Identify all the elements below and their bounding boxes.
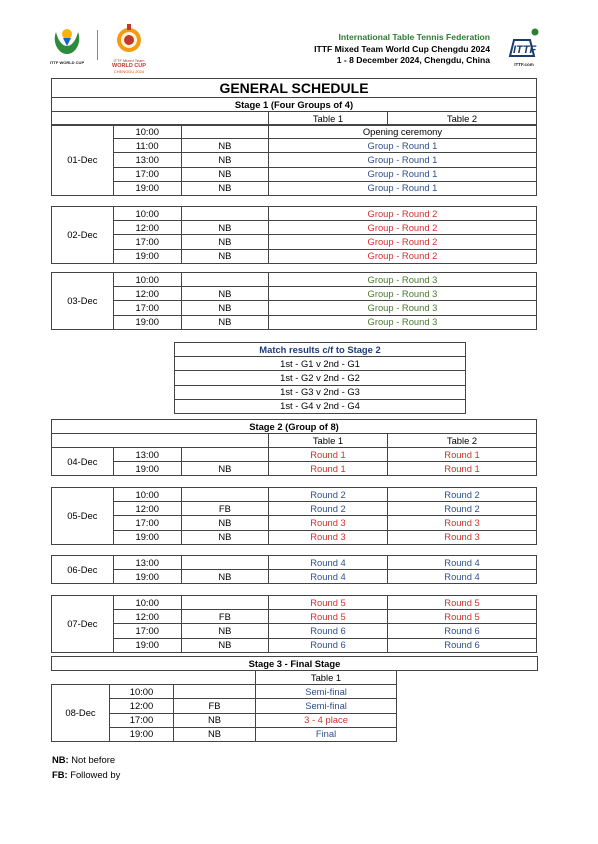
nb-cell: NB — [181, 167, 268, 181]
date-cell: 02-Dec — [52, 207, 114, 264]
date-cell: 07-Dec — [52, 596, 114, 653]
legend-fb — [52, 769, 120, 780]
table-row — [52, 221, 537, 235]
date-cell: 05-Dec — [52, 488, 114, 545]
nb-cell — [181, 556, 268, 570]
table1-event-cell: Round 4 — [268, 570, 387, 584]
table1-event-cell: Round 5 — [268, 596, 387, 610]
nb-cell: NB — [174, 727, 256, 741]
organizer-name: International Table Tennis Federation — [338, 32, 490, 42]
table1-event-cell: Round 1 — [268, 448, 387, 462]
event-cell: Group - Round 2 — [268, 235, 536, 249]
table1-event-cell: Round 2 — [268, 488, 387, 502]
nb-cell: NB — [181, 624, 268, 638]
table-row — [52, 530, 537, 544]
time-cell: 17:00 — [113, 516, 181, 530]
table-row — [52, 502, 537, 516]
time-cell: 13:00 — [113, 556, 181, 570]
stage2-title: Stage 2 (Group of 8) — [52, 420, 537, 434]
date-cell: 04-Dec — [52, 448, 114, 476]
time-cell: 19:00 — [113, 462, 181, 476]
event-cell: Group - Round 1 — [268, 139, 536, 153]
ittf-paddle-icon — [504, 26, 544, 62]
match-result-row: 1st - G3 v 2nd - G3 — [175, 385, 466, 399]
table2-event-cell: Round 2 — [388, 488, 537, 502]
legend-fb-text: Followed by — [67, 769, 121, 780]
stage2-table1-header: Table 1 — [268, 434, 387, 448]
stage3-header-table — [51, 656, 538, 671]
chengdu-event-logo — [108, 24, 150, 74]
table1-event-cell: Round 5 — [268, 610, 387, 624]
stage1-table1-header: Table 1 — [268, 112, 387, 126]
legend-nb — [52, 754, 115, 765]
time-cell: 17:00 — [113, 235, 181, 249]
table-row — [52, 315, 537, 329]
date-cell: 01-Dec — [52, 125, 114, 196]
time-cell: 17:00 — [113, 167, 181, 181]
table1-event-cell: Round 4 — [268, 556, 387, 570]
time-cell: 10:00 — [113, 596, 181, 610]
time-cell: 10:00 — [110, 685, 174, 699]
nb-cell — [181, 273, 268, 287]
world-cup-emblem-icon — [50, 24, 84, 58]
event-cell: Opening ceremony — [268, 125, 536, 139]
logo2-line3: CHENGDU 2024 — [113, 69, 145, 74]
nb-cell — [181, 448, 268, 462]
nb-cell: NB — [181, 301, 268, 315]
event-cell: Group - Round 1 — [268, 181, 536, 195]
nb-cell: NB — [181, 638, 268, 652]
stage3-schedule-table — [51, 670, 397, 742]
table2-event-cell: Round 4 — [388, 570, 537, 584]
table1-event-cell: Round 6 — [268, 638, 387, 652]
time-cell: 19:00 — [113, 638, 181, 652]
table2-event-cell: Round 4 — [388, 556, 537, 570]
table1-event-cell: Round 1 — [268, 462, 387, 476]
table1-event-cell: Round 2 — [268, 502, 387, 516]
organizer-info — [314, 32, 490, 67]
stage1-table2-header: Table 2 — [388, 112, 537, 126]
time-cell: 19:00 — [113, 530, 181, 544]
match-result-row: 1st - G1 v 2nd - G1 — [175, 357, 466, 371]
event-name: ITTF Mixed Team World Cup Chengdu 2024 — [314, 43, 490, 54]
table-row — [52, 596, 537, 610]
table-row — [52, 273, 537, 287]
table2-event-cell: Round 3 — [388, 530, 537, 544]
stage2-day-table — [51, 555, 537, 584]
table2-event-cell: Round 2 — [388, 502, 537, 516]
table-row — [52, 448, 537, 462]
match-result-row: 1st - G2 v 2nd - G2 — [175, 371, 466, 385]
time-cell: 12:00 — [113, 287, 181, 301]
time-cell: 12:00 — [113, 610, 181, 624]
event-cell: Group - Round 3 — [268, 315, 536, 329]
logo1-caption: ITTF WORLD CUP — [49, 60, 85, 65]
nb-cell: NB — [181, 221, 268, 235]
time-cell: 10:00 — [113, 207, 181, 221]
svg-text:ITTF: ITTF — [513, 44, 537, 56]
table2-event-cell: Round 6 — [388, 638, 537, 652]
stage2-table2-header: Table 2 — [388, 434, 537, 448]
stage2-header-spacer — [52, 434, 269, 448]
table2-event-cell: Round 6 — [388, 624, 537, 638]
event-cell: Group - Round 2 — [268, 249, 536, 263]
nb-cell: NB — [181, 570, 268, 584]
table-row — [52, 207, 537, 221]
stage1-day-table — [51, 272, 537, 330]
event-cell: Group - Round 3 — [268, 273, 536, 287]
table1-event-cell: Round 3 — [268, 516, 387, 530]
legend-fb-key: FB: — [52, 769, 68, 780]
event-cell: Group - Round 2 — [268, 221, 536, 235]
date-cell: 06-Dec — [52, 556, 114, 584]
nb-cell: NB — [181, 153, 268, 167]
legend-nb-key: NB: — [52, 754, 69, 765]
table-row — [52, 287, 537, 301]
ittf-world-cup-logo — [50, 24, 84, 64]
general-schedule-title: GENERAL SCHEDULE — [52, 79, 537, 98]
nb-cell: NB — [181, 462, 268, 476]
table-row — [52, 139, 537, 153]
event-cell: Group - Round 3 — [268, 287, 536, 301]
nb-cell: FB — [181, 502, 268, 516]
stage3-table1-header: Table 1 — [256, 671, 397, 685]
logo-divider — [97, 30, 98, 60]
event-cell: Final — [256, 727, 397, 741]
table-row — [52, 249, 537, 263]
event-cell: Group - Round 1 — [268, 167, 536, 181]
nb-cell: NB — [181, 235, 268, 249]
nb-cell: NB — [181, 315, 268, 329]
time-cell: 17:00 — [110, 713, 174, 727]
nb-cell — [181, 207, 268, 221]
stage3-date-cell: 08-Dec — [52, 685, 110, 742]
time-cell: 10:00 — [113, 273, 181, 287]
table-row — [52, 235, 537, 249]
table-row — [52, 638, 537, 652]
nb-cell: NB — [174, 713, 256, 727]
event-cell: Semi-final — [256, 699, 397, 713]
stage2-day-table — [51, 487, 537, 545]
table-row — [52, 610, 537, 624]
match-results-title: Match results c/f to Stage 2 — [175, 343, 466, 357]
nb-cell — [181, 488, 268, 502]
time-cell: 19:00 — [113, 570, 181, 584]
nb-cell: NB — [181, 530, 268, 544]
match-result-row: 1st - G4 v 2nd - G4 — [175, 399, 466, 413]
table1-event-cell: Round 6 — [268, 624, 387, 638]
table-row — [52, 462, 537, 476]
stage1-day-table — [51, 124, 537, 196]
nb-cell: NB — [181, 287, 268, 301]
nb-cell — [174, 685, 256, 699]
event-cell: Group - Round 1 — [268, 153, 536, 167]
table-row — [52, 570, 537, 584]
logo2-line2: WORLD CUP — [112, 63, 146, 69]
time-cell: 19:00 — [113, 315, 181, 329]
legend-nb-text: Not before — [68, 754, 116, 765]
stage3-title: Stage 3 - Final Stage — [52, 657, 538, 671]
time-cell: 11:00 — [113, 139, 181, 153]
stage3-header-spacer — [52, 671, 256, 685]
stage2-day-table — [51, 595, 537, 653]
nb-cell — [181, 125, 268, 139]
chengdu-emblem-icon — [108, 24, 150, 58]
table-row — [52, 301, 537, 315]
table-row — [52, 556, 537, 570]
stage1-day-table — [51, 206, 537, 264]
stage2-header-table — [51, 419, 537, 448]
ittf-logo — [504, 26, 544, 70]
table2-event-cell: Round 5 — [388, 596, 537, 610]
table2-event-cell: Round 1 — [388, 448, 537, 462]
time-cell: 19:00 — [113, 181, 181, 195]
table-row — [52, 516, 537, 530]
nb-cell: NB — [181, 249, 268, 263]
time-cell: 13:00 — [113, 153, 181, 167]
nb-cell: FB — [174, 699, 256, 713]
time-cell: 19:00 — [113, 249, 181, 263]
time-cell: 17:00 — [113, 301, 181, 315]
nb-cell: NB — [181, 181, 268, 195]
nb-cell: NB — [181, 139, 268, 153]
time-cell: 17:00 — [113, 624, 181, 638]
stage1-schedule-table — [51, 78, 537, 126]
match-results-table — [174, 342, 466, 414]
table-row — [52, 181, 537, 195]
time-cell: 19:00 — [110, 727, 174, 741]
time-cell: 13:00 — [113, 448, 181, 462]
event-cell: 3 - 4 place — [256, 713, 397, 727]
time-cell: 10:00 — [113, 488, 181, 502]
table-row — [52, 488, 537, 502]
table-row — [52, 624, 537, 638]
nb-cell — [181, 596, 268, 610]
table2-event-cell: Round 5 — [388, 610, 537, 624]
table-row — [52, 153, 537, 167]
nb-cell: FB — [181, 610, 268, 624]
logo2-line1: ITTF Mixed Team — [113, 58, 145, 63]
event-dates: 1 - 8 December 2024, Chengdu, China — [336, 55, 490, 65]
page-header — [0, 0, 598, 78]
table2-event-cell: Round 3 — [388, 516, 537, 530]
table-row — [52, 125, 537, 139]
table1-event-cell: Round 3 — [268, 530, 387, 544]
time-cell: 12:00 — [113, 221, 181, 235]
time-cell: 12:00 — [113, 502, 181, 516]
table2-event-cell: Round 1 — [388, 462, 537, 476]
stage2-day-table — [51, 447, 537, 476]
stage1-title: Stage 1 (Four Groups of 4) — [52, 98, 537, 112]
date-cell: 03-Dec — [52, 273, 114, 330]
time-cell: 10:00 — [113, 125, 181, 139]
table-row — [52, 167, 537, 181]
time-cell: 12:00 — [110, 699, 174, 713]
nb-cell: NB — [181, 516, 268, 530]
event-cell: Group - Round 3 — [268, 301, 536, 315]
ittf-site-caption: ITTF.com — [514, 62, 534, 67]
event-cell: Semi-final — [256, 685, 397, 699]
event-cell: Group - Round 2 — [268, 207, 536, 221]
